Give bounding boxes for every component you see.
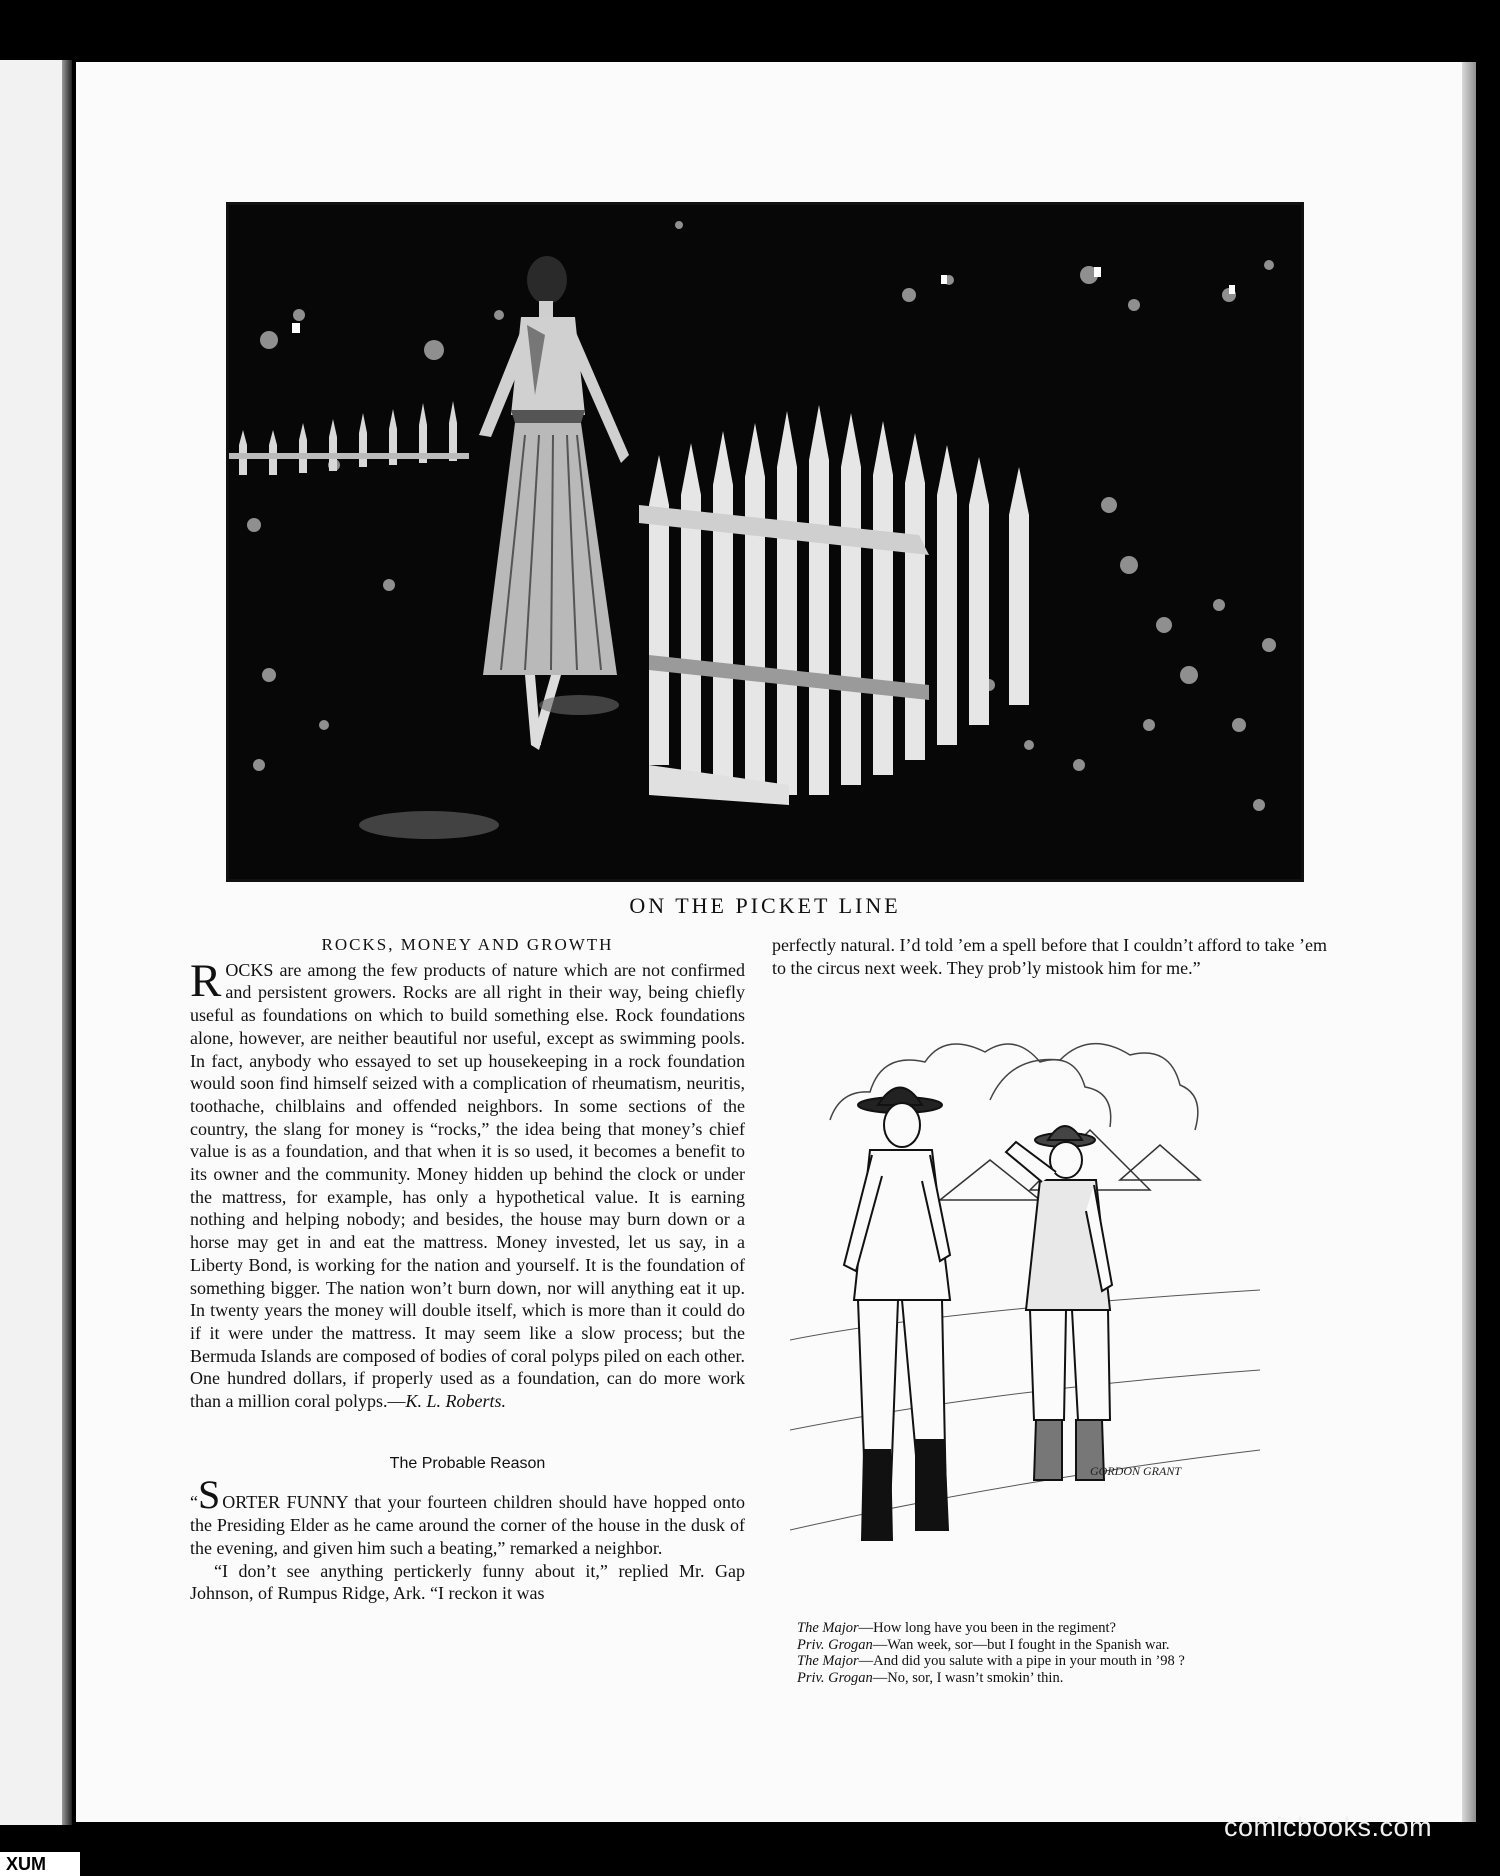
open-quote: “: [190, 1492, 198, 1513]
illustration-caption: ON THE PICKET LINE: [629, 893, 901, 918]
article-heading-rocks: ROCKS, MONEY AND GROWTH: [321, 935, 614, 954]
page-right-edge: [1462, 62, 1476, 1822]
article-author: K. L. Roberts.: [405, 1391, 506, 1412]
dialogue-line: [797, 1670, 1317, 1687]
dialogue-line: [797, 1637, 1317, 1654]
dialogue-text: —How long have you been in the regiment?: [858, 1620, 1116, 1636]
cartoon-major-and-private: [790, 1010, 1260, 1610]
facing-page-edge: [0, 60, 70, 1825]
artist-signature: GORDON GRANT: [1090, 1464, 1182, 1478]
dialogue-text: —No, sor, I wasn’t smokin’ thin.: [872, 1669, 1064, 1686]
dialogue-text: —Wan week, sor—but I fought in the Spanish war.: [872, 1636, 1170, 1653]
drop-cap: S: [198, 1472, 221, 1518]
dialogue-speaker: The Major: [797, 1620, 859, 1636]
dialogue-line: [797, 1620, 1317, 1637]
article-continuation: perfectly natural. I’d told ’em a spell before that I couldn’t afford to take ’em to the circus next week. They prob’ly mistook him for me.”: [772, 935, 1327, 978]
article-para-reply: “I don’t see anything pertickerly funny about it,” replied Mr. Gap Johnson, of Rumpus Ridge, Ark. “I reckon it was: [190, 1560, 745, 1604]
dialogue-line: [797, 1653, 1317, 1670]
article-text: OCKS are among the few products of nature which are not confirmed and persistent growers. Rocks are all right in their way, being chiefly useful as foundations on which to build something else. Rock foundations alone, however, are neither beautiful nor useful, except as swimming pools. In fact, anybody who essayed to set up housekeeping in a rock foundation would soon find himself seized with a complication of rheumatism, neuritis, toothache, chilblains and offended neighbors. In some sections of the country, the slang for money is “rocks,” the idea being that money’s chief value is as a foundation, and that when it is so used, it becomes a benefit to its owner and the community. Money hidden up behind the clock or under the mattress, for example, has only a hypothetical value. It is earning nothing and helping nobody; and besides, the house may burn down or a horse may get in and eat the mattress. Money invested, let us say, in a Liberty Bond, is working for the nation and yourself. It is the foundation of something bigger. The nation won’t burn down, nor will anything eat it up. In twenty years the money will double itself, which is more than it could do if it were under the mattress. It may seem like a slow process; but the Bermuda Islands are composed of bodies of coral polyps piled on each other. One hundred dollars, if properly used as a foundation, can do more work than a million coral polyps.—: [190, 959, 745, 1412]
page-gutter-shadow: [62, 60, 72, 1825]
article-para-sorter-funny: [190, 1472, 745, 1559]
site-watermark: comicbooks.com: [1224, 1812, 1433, 1842]
cartoon-drawing: [790, 1010, 1260, 1610]
article-text: ORTER FUNNY that your fourteen children should have hopped onto the Presiding Elder as he came around the corner of the house in the dusk of the evening, and given him such a beating,” remarked a neighbor.: [190, 1492, 745, 1558]
section-gap: [190, 1413, 745, 1453]
left-column: [190, 934, 745, 1605]
dialogue-text: —And did you salute with a pipe in your mouth in ’98 ?: [858, 1653, 1185, 1669]
drop-cap: R: [190, 954, 222, 1007]
scan-tag: XUM: [0, 1852, 80, 1876]
illustration-picket-line: [226, 202, 1304, 882]
dialogue-speaker: Priv. Grogan: [797, 1636, 873, 1653]
illustration-drawing: [229, 205, 1301, 879]
cartoon-dialogue: [797, 1620, 1317, 1686]
dialogue-speaker: The Major: [797, 1653, 859, 1669]
article-heading-probable-reason: The Probable Reason: [389, 1454, 546, 1472]
right-column: [772, 934, 1327, 979]
article-body-rocks: [190, 954, 745, 1413]
dialogue-speaker: Priv. Grogan: [797, 1669, 873, 1686]
